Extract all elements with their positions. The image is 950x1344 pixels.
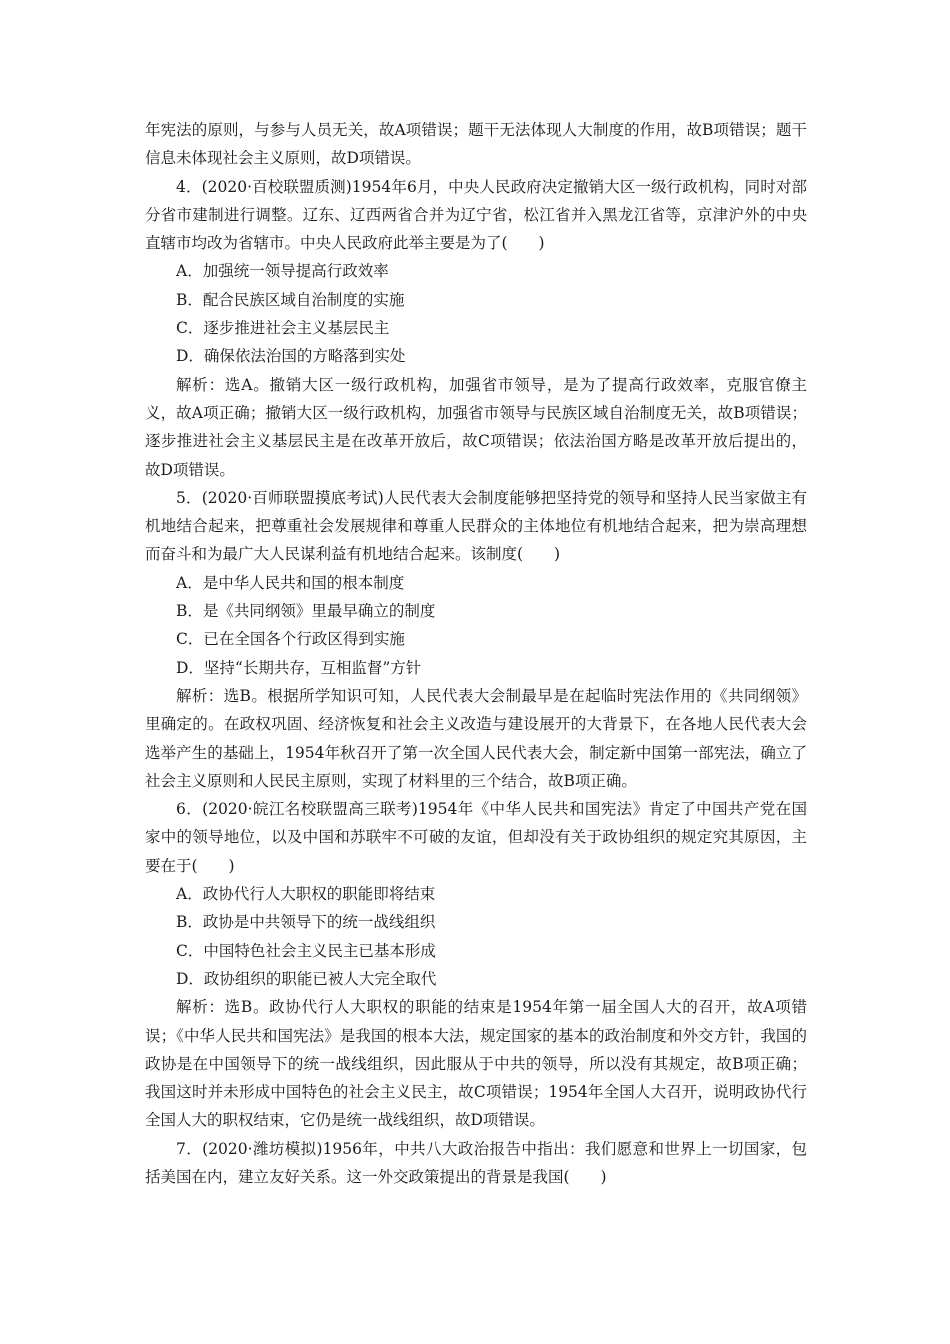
question-6-analysis: 解析：选B。政协代行人大职权的职能的结束是1954年第一届全国人大的召开，故A项错误；《中华人民共和国宪法》是我国的根本大法，规定国家的基本的政治制度和外交方针，我国的政协是在中国领导下的统一战线组织，因此服从于中共的领导，所以没有其规定，故B项正确；我国这时并未形成中国特色的社会主义民主，故C项错误；1954年全国人大召开，说明政协代行全国人大的职权结束，它仍是统一战线组织，故D项错误。 — [145, 998, 807, 1130]
question-6-option-d: D．政协组织的职能已被人大完全取代 — [176, 969, 437, 988]
question-4-analysis: 解析：选A。撤销大区一级行政机构，加强省市领导，是为了提高行政效率，克服官僚主义，故A项正确；撤销大区一级行政机构，加强省市领导与民族区域自治制度无关，故B项错误；逐步推进社会主义基层民主是在改革开放后，故C项错误；依法治国方略是改革开放后提出的，故D项错误。 — [145, 375, 807, 479]
continuation-paragraph: 年宪法的原则，与参与人员无关，故A项错误；题干无法体现人大制度的作用，故B项错误；题干信息未体现社会主义原则，故D项错误。 — [145, 121, 807, 168]
question-6-option-c: C．中国特色社会主义民主已基本形成 — [176, 941, 436, 960]
question-7-stem: 7．(2020·潍坊模拟)1956年，中共八大政治报告中指出：我们愿意和世界上一切国家，包括美国在内，建立友好关系。这一外交政策提出的背景是我国( ) — [145, 1139, 807, 1186]
question-5-stem: 5．(2020·百师联盟摸底考试)人民代表大会制度能够把坚持党的领导和坚持人民当家做主有机地结合起来，把尊重社会发展规律和尊重人民群众的主体地位有机地结合起来，把为崇高理想而奋斗和为最广大人民谋利益有机地结合起来。该制度( ) — [145, 488, 807, 564]
question-5-analysis: 解析：选B。根据所学知识可知，人民代表大会制最早是在起临时宪法作用的《共同纲领》里确定的。在政权巩固、经济恢复和社会主义改造与建设展开的大背景下，在各地人民代表大会选举产生的基础上，1954年秋召开了第一次全国人民代表大会，制定新中国第一部宪法，确立了社会主义原则和人民民主原则，实现了材料里的三个结合，故B项正确。 — [145, 686, 807, 790]
question-4-option-a: A．加强统一领导提高行政效率 — [176, 262, 389, 281]
question-5-option-d: D．坚持“长期共存，互相监督”方针 — [176, 658, 422, 677]
question-6-option-a: A．政协代行人大职权的职能即将结束 — [176, 885, 436, 904]
question-5-option-c: C．已在全国各个行政区得到实施 — [176, 630, 405, 649]
question-4-option-d: D．确保依法治国的方略落到实处 — [176, 347, 406, 366]
question-5-option-b: B．是《共同纲领》里最早确立的制度 — [176, 602, 436, 621]
question-4-option-b: B．配合民族区域自治制度的实施 — [176, 290, 405, 309]
question-5-option-a: A．是中华人民共和国的根本制度 — [176, 573, 405, 592]
question-4-stem: 4．(2020·百校联盟质测)1954年6月，中央人民政府决定撤销大区一级行政机构，同时对部分省市建制进行调整。辽东、辽西两省合并为辽宁省，松江省并入黑龙江省等，京津沪外的中央直辖市均改为省辖市。中央人民政府此举主要是为了( ) — [145, 177, 807, 253]
question-6-option-b: B．政协是中共领导下的统一战线组织 — [176, 913, 436, 932]
document-body — [145, 116, 807, 1191]
question-6-stem: 6．(2020·皖江名校联盟高三联考)1954年《中华人民共和国宪法》肯定了中国共产党在国家中的领导地位，以及中国和苏联牢不可破的友谊，但却没有关于政协组织的规定究其原因，主要在于( ) — [145, 800, 807, 875]
question-4-option-c: C．逐步推进社会主义基层民主 — [176, 319, 390, 338]
